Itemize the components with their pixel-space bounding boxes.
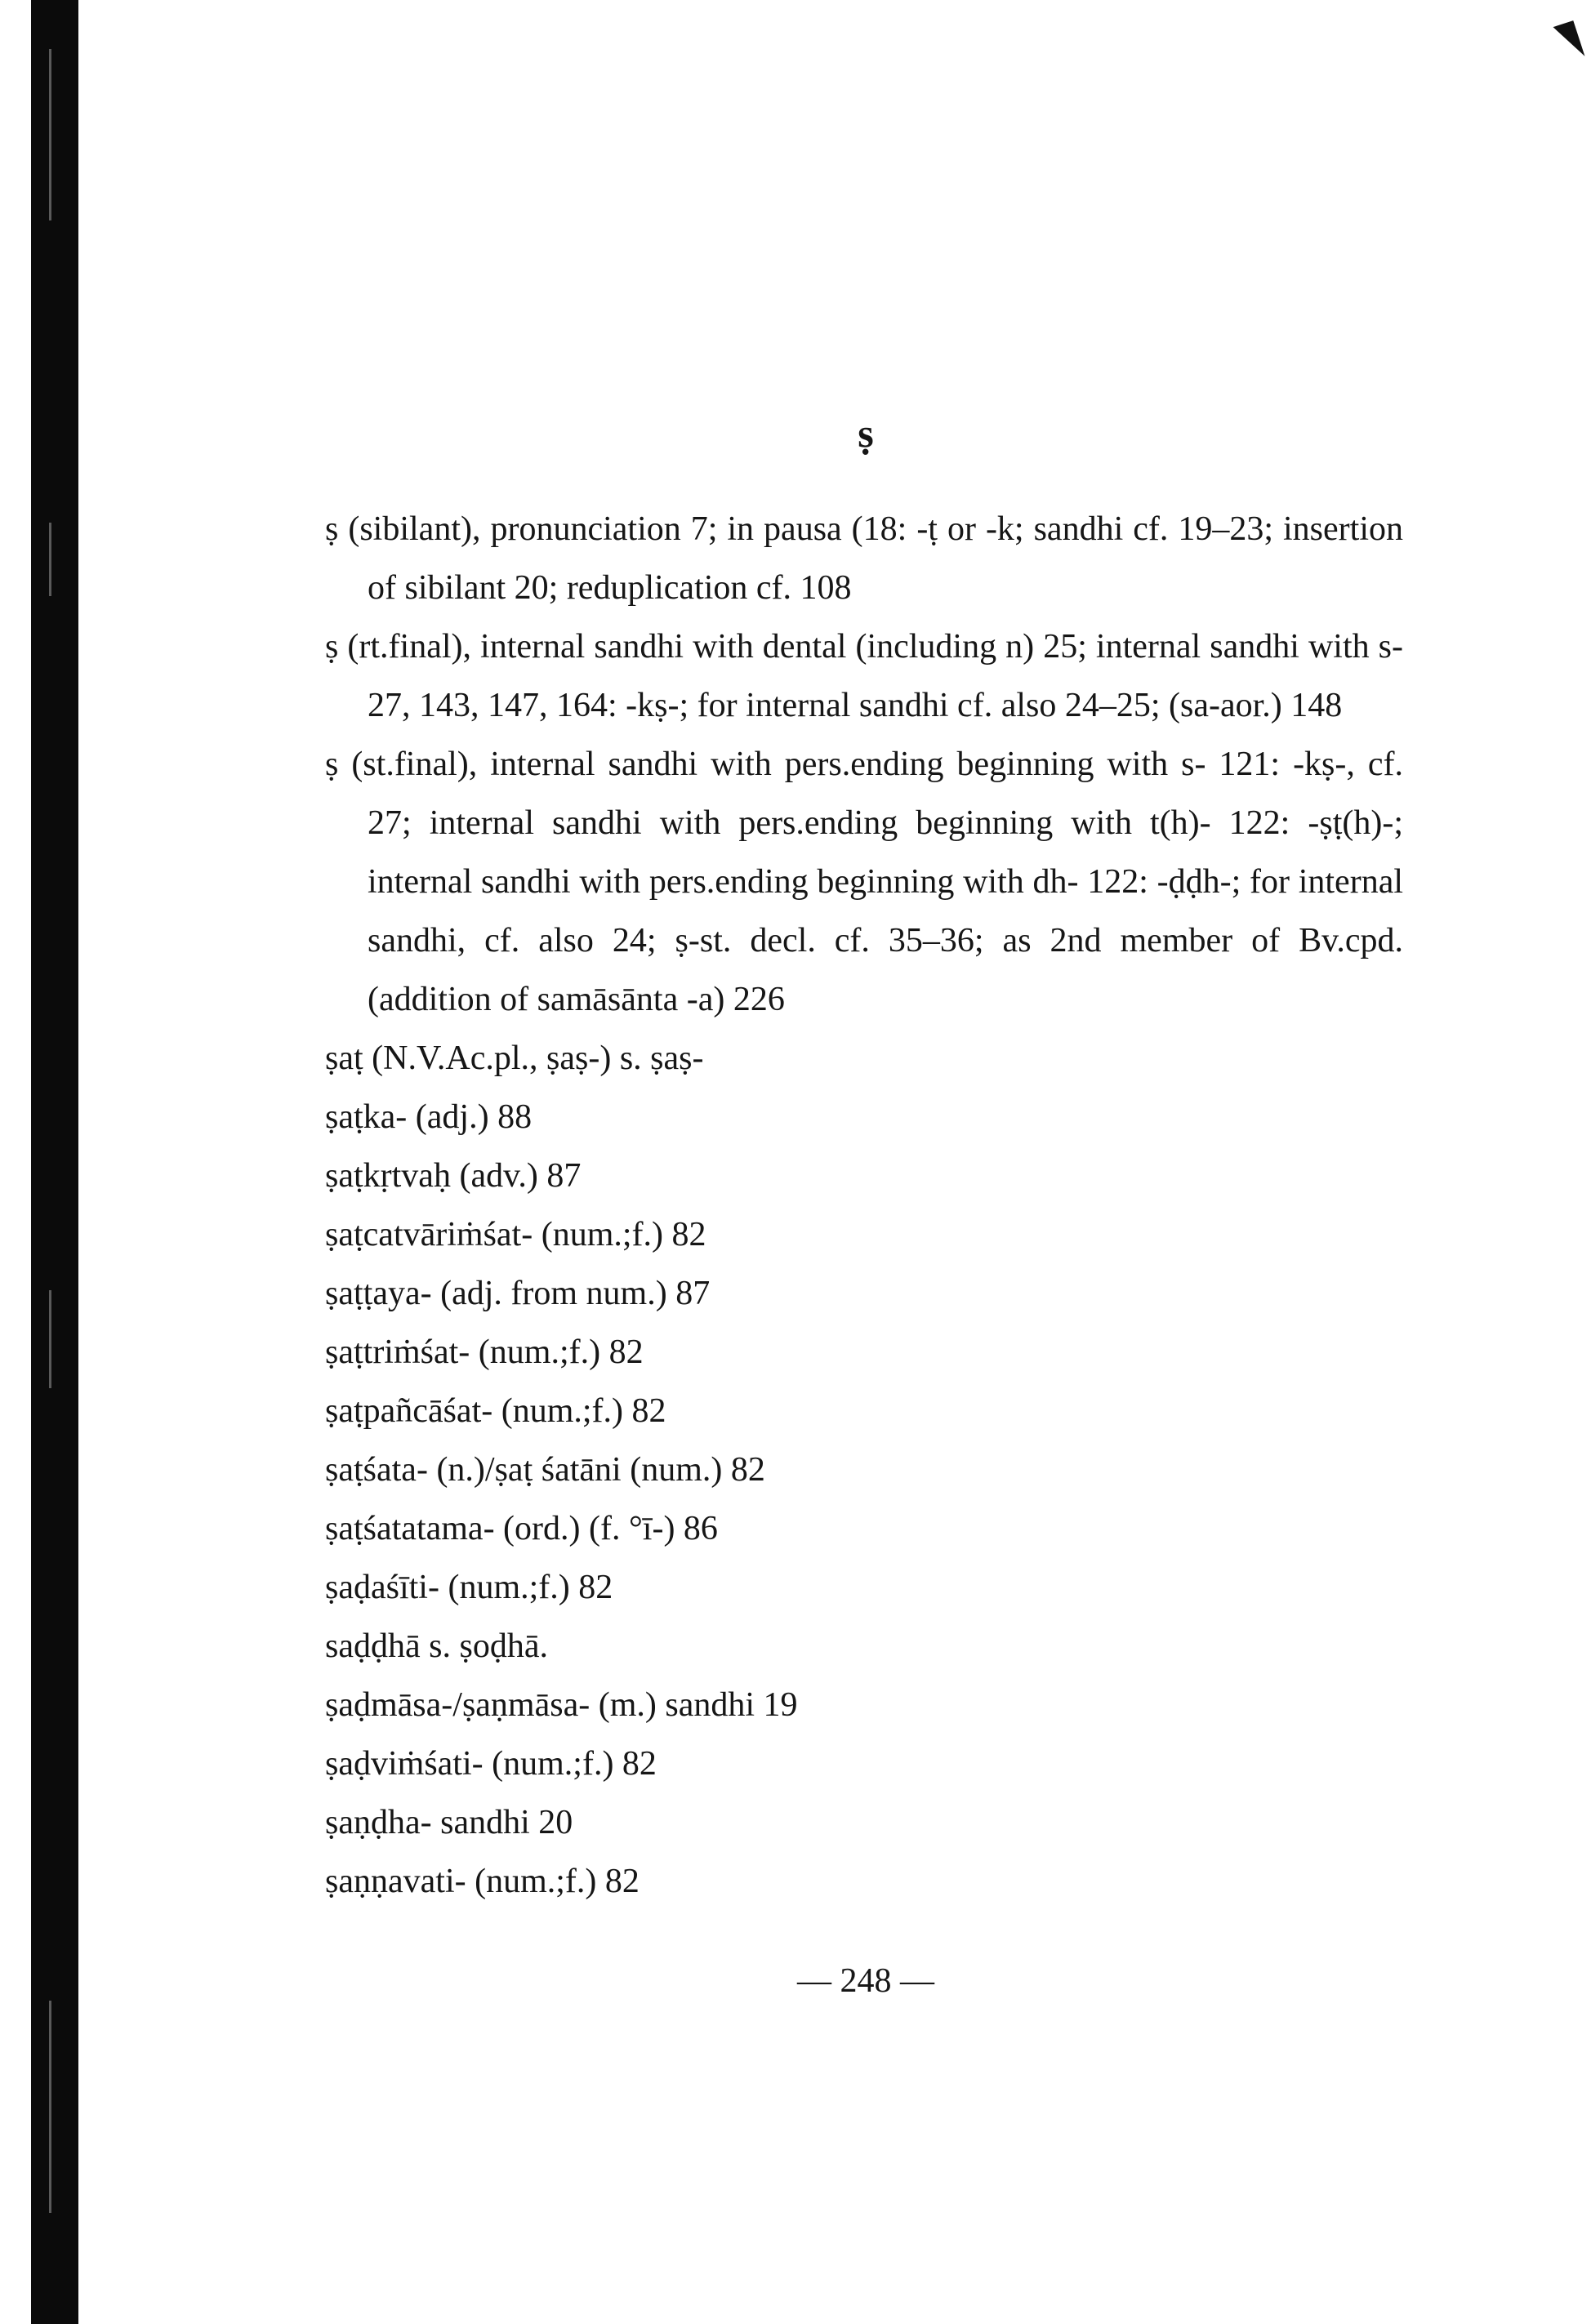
index-entry: saḍḍhā s. ṣoḍhā. bbox=[325, 1627, 548, 1665]
index-entry: ṣaḍviṁśati- (num.;f.) 82 bbox=[325, 1745, 657, 1783]
index-entry: ṣ (rt.final), internal sandhi with dental (including n) 25; internal sandhi with s- 27, 143, 147, 164: -kṣ-; for internal sandhi cf. also 24–25; (sa-aor.) 148 bbox=[325, 628, 1403, 724]
index-entry: ṣaṭśatatama- (ord.) (f. °ī-) 86 bbox=[325, 1510, 718, 1547]
index-entry: ṣaṭ (N.V.Ac.pl., ṣaṣ-) s. ṣaṣ- bbox=[325, 1040, 704, 1077]
index-entry: ṣaṭpañcāśat- (num.;f.) 82 bbox=[325, 1392, 666, 1430]
page-number: — 248 — bbox=[797, 1962, 934, 2000]
index-entry: ṣaṭcatvāriṁśat- (num.;f.) 82 bbox=[325, 1216, 706, 1253]
index-entries bbox=[325, 500, 1403, 1911]
index-entry: ṣaṭka- (adj.) 88 bbox=[325, 1098, 533, 1136]
index-entry: ṣ (sibilant), pronunciation 7; in pausa (18: -ṭ or -k; sandhi cf. 19–23; insertion of sibilant 20; reduplication cf. 108 bbox=[325, 510, 1403, 607]
index-entry: ṣ (st.final), internal sandhi with pers.ending beginning with s- 121: -kṣ-, cf. 27; internal sandhi with pers.ending beginning with t(h)- 122: -ṣṭ(h)-; internal sandhi with pers.ending beginning with dh- 122: -ḍḍh-; for internal sandhi, cf. also 24; ṣ-st. decl. cf. 35–36; as 2nd member of Bv.cpd. (addition of samāsānta -a) 226 bbox=[325, 746, 1403, 1018]
index-entry: ṣaṇṇavati- (num.;f.) 82 bbox=[325, 1863, 640, 1900]
index-entry: ṣaṇḍha- sandhi 20 bbox=[325, 1804, 573, 1841]
index-entry: ṣaḍmāsa-/ṣaṇmāsa- (m.) sandhi 19 bbox=[325, 1686, 798, 1724]
index-entry: ṣaṭkṛtvaḥ (adv.) 87 bbox=[325, 1157, 582, 1195]
index-entry: ṣaṭṭaya- (adj. from num.) 87 bbox=[325, 1275, 711, 1312]
section-letter: ṣ bbox=[858, 410, 874, 456]
index-entry: ṣaṭtriṁśat- (num.;f.) 82 bbox=[325, 1333, 644, 1371]
section-heading bbox=[841, 408, 890, 457]
index-entry: ṣaṭśata- (n.)/ṣaṭ śatāni (num.) 82 bbox=[325, 1451, 765, 1489]
index-entry: ṣaḍaśīti- (num.;f.) 82 bbox=[325, 1569, 613, 1606]
